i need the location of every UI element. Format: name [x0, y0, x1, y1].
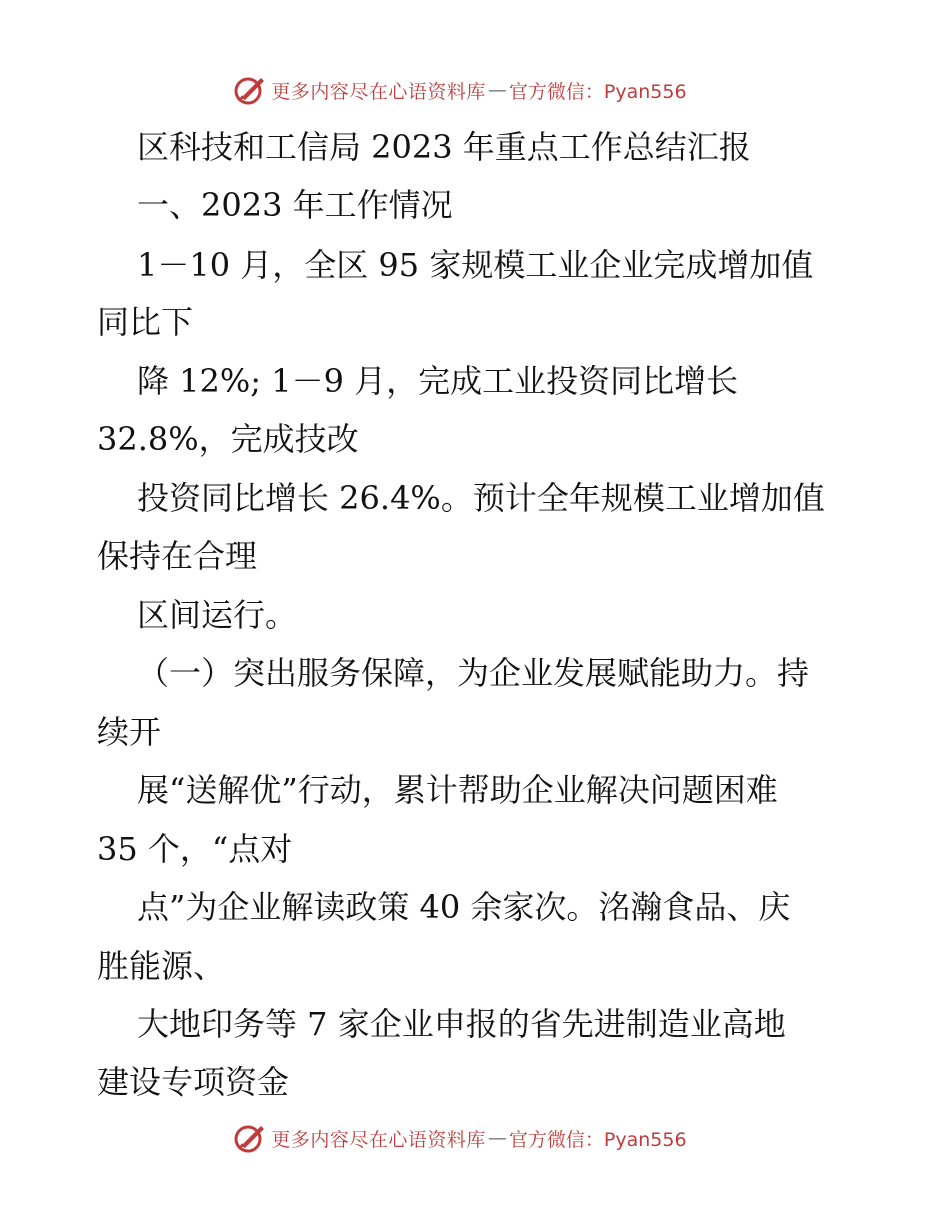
watermark-text: 更多内容尽在心语资料库: [271, 80, 486, 103]
subsection-heading: （一）突出服务保障，为企业发展赋能助力。持: [137, 654, 810, 692]
paragraph-line: 胜能源、: [97, 947, 226, 985]
paragraph-line: 大地印务等 7 家企业申报的省先进制造业高地: [137, 1005, 786, 1043]
paragraph-line: 1－10 月，全区 95 家规模工业企业完成增加值: [137, 246, 814, 284]
paragraph-line: 同比下: [97, 303, 194, 341]
watermark-contact: 官方微信：Pyan556: [508, 1128, 687, 1151]
paragraph-line: 降 12%; 1－9 月，完成工业投资同比增长: [137, 362, 739, 400]
watermark-header: [0, 74, 950, 106]
paragraph-line: 保持在合理: [97, 537, 258, 575]
paragraph-line: 展“送解优”行动，累计帮助企业解决问题困难: [137, 771, 778, 809]
watermark-footer: [0, 1122, 950, 1154]
quill-logo-icon: [233, 1122, 267, 1154]
paragraph-line: 35 个，“点对: [97, 830, 293, 868]
section-heading: 一、2023 年工作情况: [137, 186, 453, 224]
watermark-separator: —: [487, 79, 507, 101]
paragraph-line: 续开: [97, 713, 162, 751]
document-title: 区科技和工信局 2023 年重点工作总结汇报: [137, 128, 751, 166]
watermark-text: 更多内容尽在心语资料库: [271, 1128, 486, 1151]
watermark-separator: —: [487, 1127, 507, 1149]
paragraph-line: 投资同比增长 26.4%。预计全年规模工业增加值: [137, 479, 825, 517]
quill-logo-icon: [233, 74, 267, 106]
watermark-contact: 官方微信：Pyan556: [508, 80, 687, 103]
paragraph-line: 区间运行。: [137, 596, 298, 634]
paragraph-line: 建设专项资金: [97, 1063, 290, 1101]
paragraph-line: 32.8%，完成技改: [97, 420, 359, 458]
paragraph-line: 点”为企业解读政策 40 余家次。洺瀚食品、庆: [137, 888, 791, 926]
